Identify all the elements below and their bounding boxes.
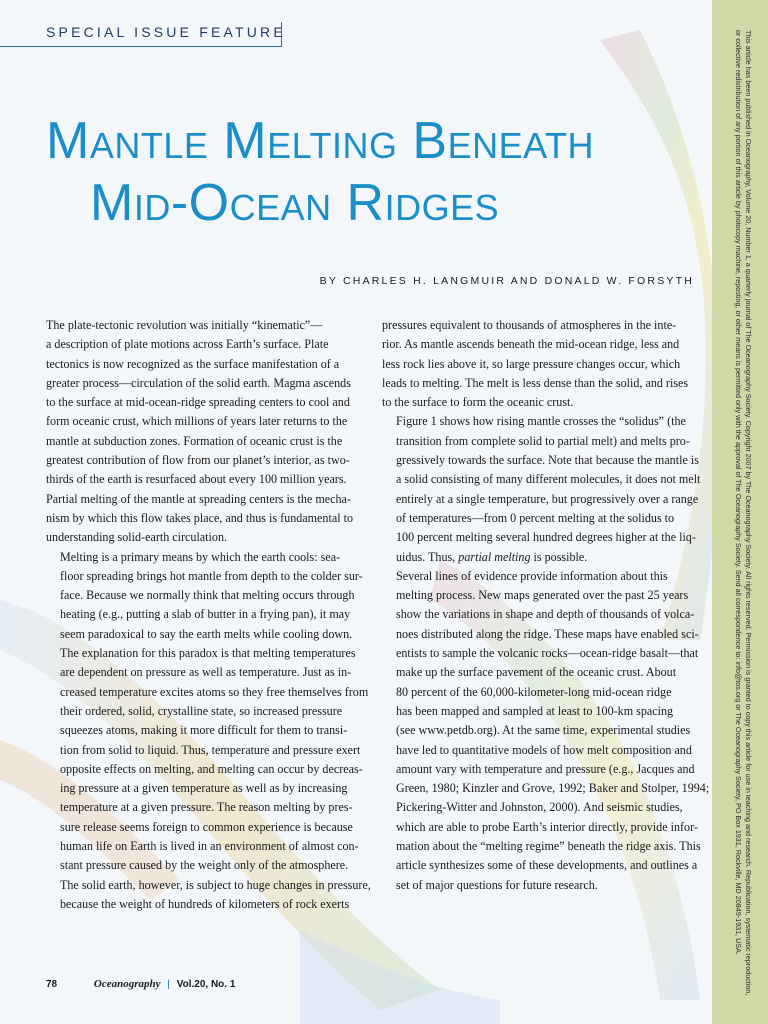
text-line: their ordered, solid, crystalline state, so increased pressure [60,703,343,718]
text-line: The plate-tectonic revolution was initially “kinematic”— [46,318,323,332]
text-line: to the surface to form the oceanic crust. [382,395,574,410]
byline: BY CHARLES H. LANGMUIR AND DONALD W. FORSYTH [319,275,694,287]
text-line: The solid earth, however, is subject to huge changes in pressure, [60,877,371,892]
title-line-2: Mid-Ocean Ridges [90,174,500,232]
text-line: human life on Earth is lived in an environment of almost con- [60,839,359,854]
text-line: Pickering-Witter and Johnston, 2000). And seismic studies, [396,800,683,815]
paragraph [382,567,710,895]
text-line: Several lines of evidence provide information about this [396,568,668,583]
text-line: melting process. New maps generated over the past 25 years [396,588,689,603]
text-line: tion from solid to liquid. Thus, temperature and pressure exert [60,742,361,757]
text-line: Melting is a primary means by which the earth cools: sea- [60,549,341,564]
text-line: pressures equivalent to thousands of atmospheres in the inte- [382,318,677,332]
text-line: thirds of the earth is resurfaced about every 100 million years. [46,472,347,487]
paragraph [46,316,360,548]
text-line: 80 percent of the 60,000-kilometer-long mid-ocean ridge [396,684,672,699]
text-line: rior. As mantle ascends beneath the mid-ocean ridge, less and [382,337,680,352]
copyright-line-1: This article has been published in Oceanography, Volume 20, Number 1, a quarterly journal of The Oceanography Society. Copyright 2007 by The Oceanography Society. All rights reserved. Permission is granted to copy this article for use in teaching and research. Republication, systematic reproduction, [744,30,753,996]
text-line: set of major questions for future research. [396,877,598,892]
text-run: is possible. [530,549,588,564]
text-line: form oceanic crust, which millions of years later returns to the [46,414,348,429]
paragraph-lines [382,412,701,547]
text-line: of temperatures—from 0 percent melting at the solidus to [396,510,675,525]
text-line: amount vary with temperature and pressure (e.g., Jacques and [396,761,695,776]
text-line: noes distributed along the ridge. These maps have enabled sci- [396,626,699,641]
paragraph [382,412,701,566]
page-number: 78 [46,979,58,990]
text-line: because the weight of hundreds of kilometers of rock exerts [60,896,350,911]
section-kicker: SPECIAL ISSUE FEATURE [46,24,286,40]
text-line: ing pressure at a given temperature as well as by increasing [60,781,348,796]
text-line: mation about the “melting regime” beneath the ridge axis. This [396,839,701,854]
text-line: Green, 1980; Kinzler and Grove, 1992; Baker and Stolper, 1994; [396,781,710,796]
text-line: to the surface at mid-ocean-ridge spreading centers to cool and [46,395,350,410]
text-line: heating (e.g., putting a slab of butter in a frying pan), it may [60,607,351,622]
text-line: floor spreading brings hot mantle from depth to the colder sur- [60,568,363,583]
text-line [382,548,696,567]
text-line: transition from complete solid to partial melt) and melts pro- [396,433,690,448]
text-line: seem paradoxical to say the earth melts while cooling down. [60,626,353,641]
text-line: squeezes atoms, making it more difficult for them to transi- [60,723,348,738]
text-line: opposite effects on melting, and melting can occur by decreas- [60,761,363,776]
text-line: a solid consisting of many different molecules, it does not melt [396,472,701,487]
paragraph [46,548,371,915]
text-line: a description of plate motions across Earth’s surface. Plate [46,337,329,352]
text-line: stant pressure caused by the weight only of the atmosphere. [60,858,349,873]
text-line: mantle at subduction zones. Formation of oceanic crust is the [46,433,343,448]
copyright-notice [734,30,753,1024]
text-line: nism by which this flow takes place, and thus is fundamental to [46,510,353,525]
text-line: 100 percent melting several hundred degrees higher at the liq- [396,530,696,545]
italic-term: partial melting [458,549,531,564]
text-line: Figure 1 shows how rising mantle crosses the “solidus” (the [396,414,686,429]
text-line: greater process—circulation of the solid earth. Magma ascends [46,375,351,390]
text-line: entists to sample the volcanic rocks—ocean-ridge basalt—that [396,646,699,661]
text-line: (see www.petdb.org). At the same time, experimental studies [396,723,691,738]
magazine-name: Oceanography [93,978,161,990]
text-line: Partial melting of the mantle at spreading centers is the mecha- [46,491,351,506]
text-line: which are able to probe Earth’s interior directly, provide infor- [396,819,698,834]
right-column [382,316,710,895]
text-line: creased temperature excites atoms so they free themselves from [60,684,369,699]
article-title [46,110,706,234]
text-line: are dependent on pressure as well as temperature. Just as in- [60,665,352,680]
copyright-line-2: or collective redistribution of any portion of this article by photocopy machine, reposting, or other means is permitted only with the approval of The Oceanography Society. Send all correspondence to: info@tos.org or The Oceanography Society, PO Box 1931, Rockville, MD 20849-1931, USA. [734,30,744,955]
title-line-1: Mantle Melting Beneath [46,112,594,170]
text-line: article synthesizes some of these developments, and outlines a [396,858,698,873]
text-line: tectonics is now recognized as the surface manifestation of a [46,356,340,371]
text-line: have led to quantitative models of how melt composition and [396,742,692,757]
text-line: less rock lies above it, so large pressure changes occur, which [382,356,681,371]
text-line: face. Because we normally think that melting occurs through [60,588,355,603]
text-line: has been mapped and sampled at least to 100-km spacing [396,703,674,718]
text-line: leads to melting. The melt is less dense than the solid, and rises [382,375,689,390]
footer-separator: | [167,979,170,990]
text-line: make up the surface pavement of the oceanic crust. About [396,665,677,680]
kicker-rule [0,46,282,47]
text-run: uidus. Thus, [396,549,459,564]
page-footer [46,978,235,990]
paragraph [382,316,696,412]
text-line: The explanation for this paradox is that melting temperatures [60,646,356,661]
text-line: gressively towards the surface. Note that because the mantle is [396,453,699,468]
text-line: entirely at a single temperature, but progressively over a range [396,491,699,506]
text-line: sure release seems foreign to common experience is because [60,819,353,834]
text-line: greatest contribution of flow from our planet’s interior, as two- [46,453,350,468]
text-line: show the variations in shape and depth of thousands of volca- [396,607,695,622]
text-line: understanding solid-earth circulation. [46,530,228,545]
text-line: temperature at a given pressure. The reason melting by pres- [60,800,353,815]
left-column [46,316,371,914]
volume-info: Vol.20, No. 1 [176,979,236,990]
